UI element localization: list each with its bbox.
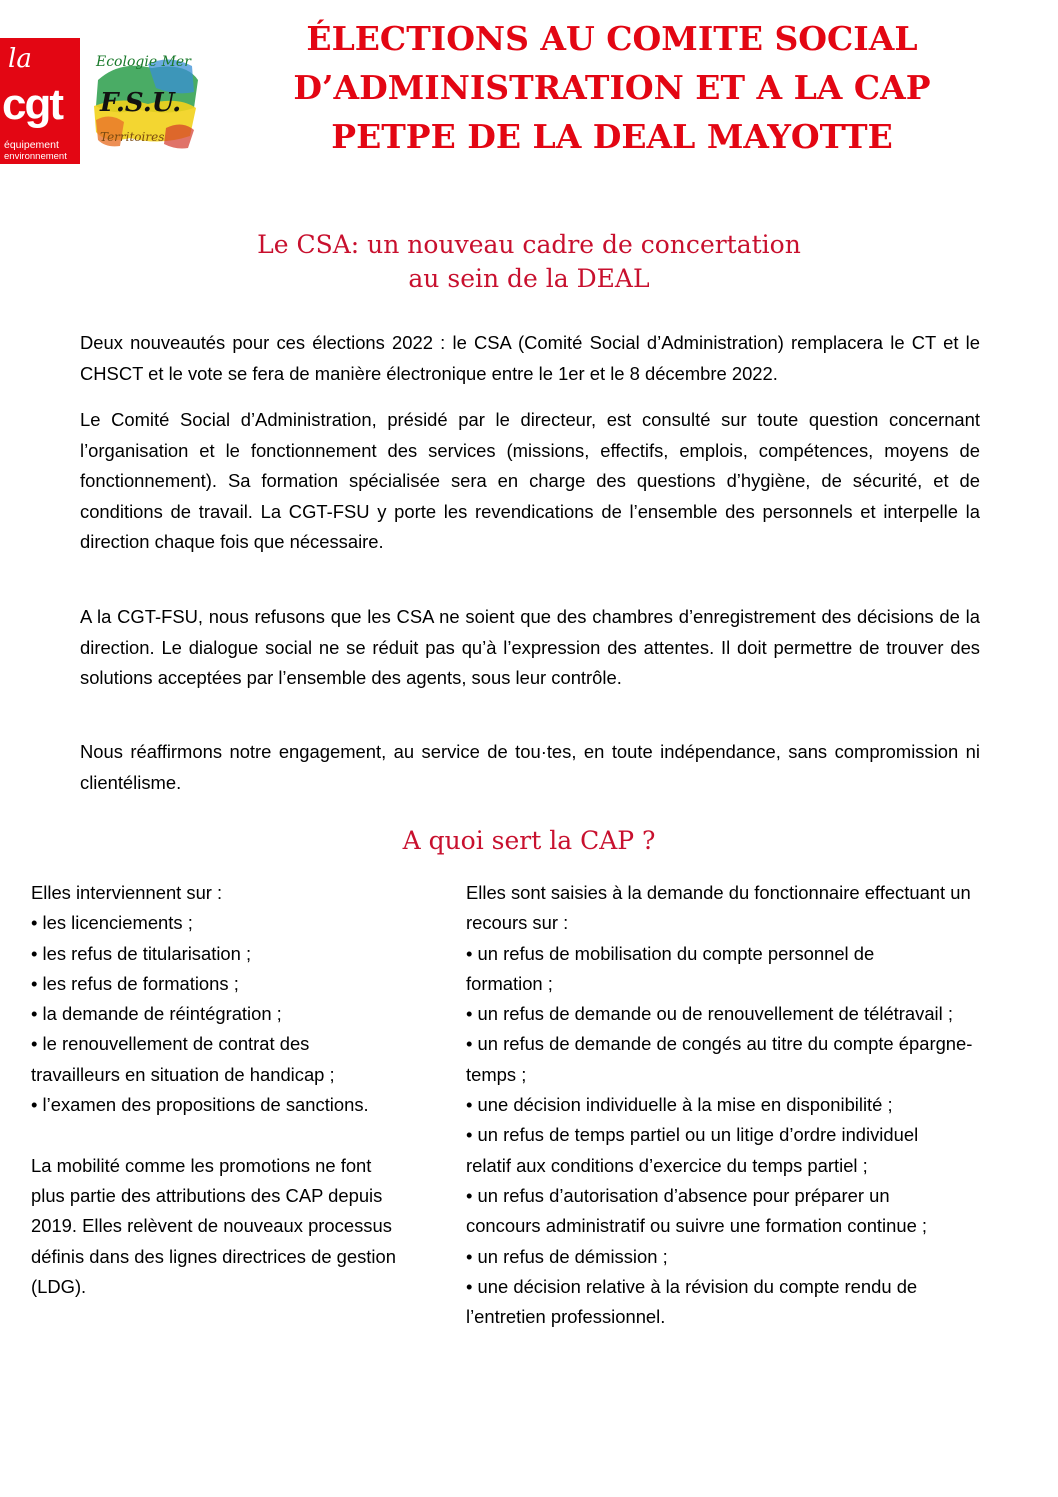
list-item: Elles sont saisies à la demande du fonctionnaire effectuant un: [466, 882, 971, 903]
cap-note-line: 2019. Elles relèvent de nouveaux processus: [31, 1215, 392, 1237]
csa-paragraph-2: Le Comité Social d’Administration, présidé par le directeur, est consulté sur toute question concernant l’organisation et le fonctionnement des services (missions, effectifs, emplois, compétences, moyens de fonctionnement). Sa formation spécialisée sera en charge des questions d’hygiène, de sécurité, et de conditions de travail. La CGT-FSU y porte les revendications de l’ensemble des personnels et interpelle la direction chaque fois que nécessaire.: [80, 409, 980, 552]
csa-paragraph-4: Nous réaffirmons notre engagement, au service de tou·tes, en toute indépendance, sans compromission ni clientélisme.: [80, 741, 980, 793]
list-item: • une décision individuelle à la mise en disponibilité ;: [466, 1094, 893, 1116]
list-item: • le renouvellement de contrat des: [31, 1033, 310, 1055]
cap-left-column: [31, 878, 451, 1302]
list-item: formation ;: [466, 972, 553, 994]
list-item: temps ;: [466, 1063, 527, 1085]
list-item: • un refus de temps partiel ou un litige d’ordre individuel: [466, 1124, 919, 1146]
cap-right-column: [466, 878, 1054, 1332]
cgt-logo-sub1: équipement: [4, 139, 59, 151]
page-title-line2: D’ADMINISTRATION ET A LA CAP: [293, 68, 931, 107]
csa-heading-line1: Le CSA: un nouveau cadre de concertation: [257, 230, 801, 259]
list-item: • un refus de démission ;: [466, 1245, 668, 1267]
list-item: • un refus de mobilisation du compte personnel de: [466, 942, 875, 964]
list-item: • un refus de demande ou de renouvellement de télétravail ;: [466, 1003, 953, 1025]
page-title: [232, 14, 992, 161]
list-item: • une décision relative à la révision du compte rendu de: [466, 1275, 918, 1297]
list-item: • les licenciements ;: [31, 912, 193, 934]
list-item: recours sur :: [466, 912, 569, 934]
list-item: • l’examen des propositions de sanctions.: [31, 1094, 369, 1116]
csa-paragraph-1: Deux nouveautés pour ces élections 2022 : le CSA (Comité Social d’Administration) remplacera le CT et le CHSCT et le vote se fera de manière électronique entre le 1er et le 8 décembre 2022.: [80, 332, 980, 384]
list-item: l’entretien professionnel.: [466, 1306, 666, 1328]
fsu-logo: [90, 50, 202, 154]
fsu-logo-ecologie: Ecologie Mer: [96, 54, 191, 70]
csa-heading: [0, 228, 1058, 296]
cgt-logo-la: la: [8, 44, 32, 74]
cap-note-line: (LDG).: [31, 1275, 87, 1297]
cap-note-line: La mobilité comme les promotions ne font: [31, 1154, 372, 1176]
page-title-line1: ÉLECTIONS AU COMITE SOCIAL: [306, 19, 918, 58]
cap-heading: A quoi sert la CAP ?: [402, 826, 656, 855]
list-item: • la demande de réintégration ;: [31, 1003, 282, 1025]
list-item: • un refus d’autorisation d’absence pour préparer un: [466, 1184, 890, 1206]
cgt-logo-name: cgt: [2, 80, 62, 129]
cap-note-line: plus partie des attributions des CAP depuis: [31, 1184, 383, 1206]
page-title-line3: PETPE DE LA DEAL MAYOTTE: [331, 117, 893, 156]
list-item: concours administratif ou suivre une formation continue ;: [466, 1215, 928, 1237]
cgt-logo-sub2: environnement: [4, 151, 67, 162]
list-item: Elles interviennent sur :: [31, 882, 223, 903]
csa-heading-line2: au sein de la DEAL: [408, 264, 650, 293]
list-item: • un refus de demande de congés au titre du compte épargne-: [466, 1033, 973, 1055]
list-item: • les refus de titularisation ;: [31, 942, 252, 964]
csa-paragraph-3: A la CGT-FSU, nous refusons que les CSA ne soient que des chambres d’enregistrement des décisions de la direction. Le dialogue social ne se réduit pas qu’à l’expression des attentes. Il doit permettre de trouver des solutions acceptées par l’ensemble des agents, sous leur contrôle.: [80, 606, 980, 688]
cap-note-line: définis dans des lignes directrices de gestion: [31, 1245, 396, 1267]
list-item: relatif aux conditions d’exercice du temps partiel ;: [466, 1154, 868, 1176]
cgt-logo: [0, 38, 80, 164]
fsu-logo-name: F.S.U.: [100, 88, 182, 118]
list-item: • les refus de formations ;: [31, 972, 239, 994]
list-item: travailleurs en situation de handicap ;: [31, 1063, 335, 1085]
fsu-logo-territoires: Territoires: [100, 130, 165, 144]
